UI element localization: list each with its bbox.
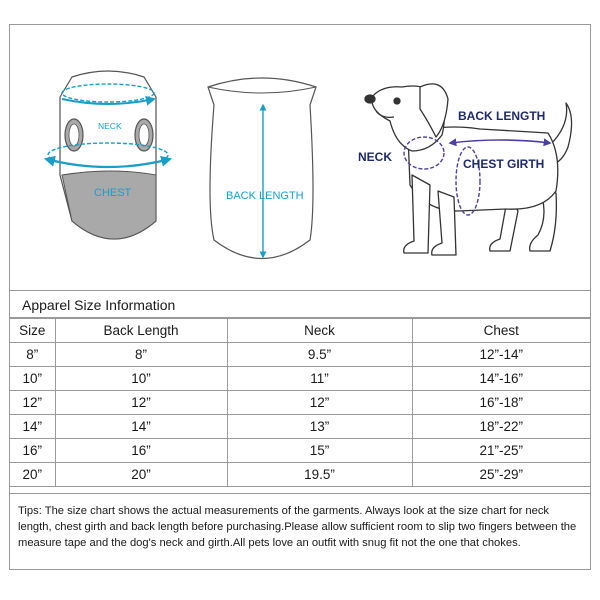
measurement-illustrations	[10, 25, 590, 290]
cell-neck: 9.5”	[227, 343, 412, 367]
header-back-length: Back Length	[55, 319, 227, 343]
table-header-row	[10, 319, 590, 343]
cell-back-length: 10”	[55, 367, 227, 391]
cell-neck: 12”	[227, 391, 412, 415]
table-row	[10, 391, 590, 415]
cell-size: 20”	[10, 463, 55, 487]
cell-chest: 16”-18”	[412, 391, 590, 415]
cell-neck: 15”	[227, 439, 412, 463]
cell-size: 16”	[10, 439, 55, 463]
table-row	[10, 415, 590, 439]
cell-size: 14”	[10, 415, 55, 439]
header-size: Size	[10, 319, 55, 343]
neck-label-garment: NECK	[98, 121, 122, 131]
table-row	[10, 367, 590, 391]
cell-size: 8”	[10, 343, 55, 367]
garment-back-icon	[208, 78, 316, 259]
cell-size: 12”	[10, 391, 55, 415]
table-title: Apparel Size Information	[10, 290, 590, 318]
size-chart-frame	[9, 24, 591, 570]
cell-chest: 21”-25”	[412, 439, 590, 463]
table-row	[10, 439, 590, 463]
cell-chest: 18”-22”	[412, 415, 590, 439]
header-neck: Neck	[227, 319, 412, 343]
cell-back-length: 8”	[55, 343, 227, 367]
size-table	[10, 318, 590, 487]
cell-back-length: 16”	[55, 439, 227, 463]
cell-neck: 11”	[227, 367, 412, 391]
cell-neck: 13”	[227, 415, 412, 439]
garment-front-icon	[46, 71, 170, 239]
cell-back-length: 20”	[55, 463, 227, 487]
cell-back-length: 12”	[55, 391, 227, 415]
chest-girth-label-dog: CHEST GIRTH	[463, 157, 545, 171]
chest-label-garment: CHEST	[94, 187, 132, 199]
neck-label-dog: NECK	[358, 150, 393, 164]
cell-chest: 14”-16”	[412, 367, 590, 391]
cell-back-length: 14”	[55, 415, 227, 439]
cell-size: 10”	[10, 367, 55, 391]
size-table-section	[10, 290, 590, 487]
tips-text: Tips: The size chart shows the actual measurements of the garments. Always look at the size chart for neck length, chest girth and back length before purchasing.Please allow sufficient room to slip two fingers between the measure tape and the dog's neck and girth.All pets love an outfit with snug fit not the one that chokes.	[10, 493, 590, 569]
cell-chest: 12”-14”	[412, 343, 590, 367]
cell-neck: 19.5”	[227, 463, 412, 487]
header-chest: Chest	[412, 319, 590, 343]
table-row	[10, 463, 590, 487]
cell-chest: 25”-29”	[412, 463, 590, 487]
back-length-label-dog: BACK LENGTH	[458, 109, 546, 123]
table-row	[10, 343, 590, 367]
back-length-label-garment: BACK LENGTH	[226, 190, 304, 202]
